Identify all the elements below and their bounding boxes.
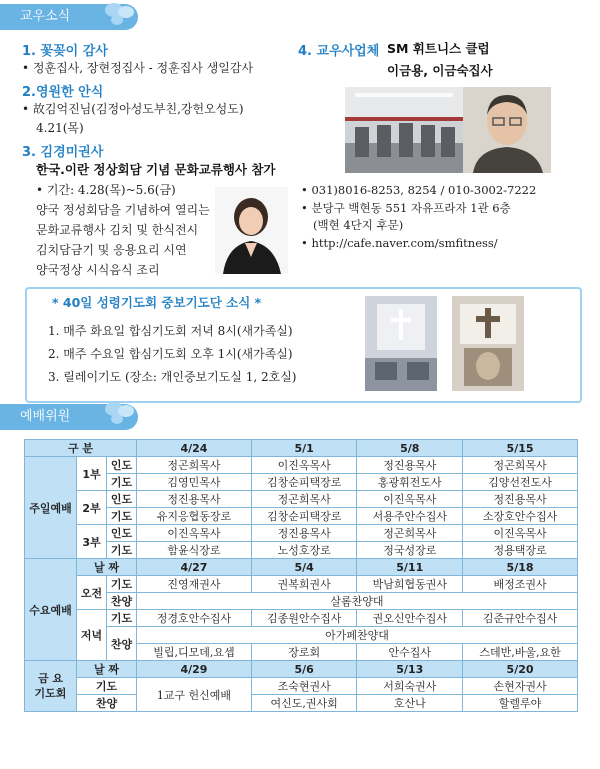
table-row — [25, 593, 578, 610]
table-cell: 김영민목사 — [137, 474, 252, 491]
table-cell: 5/11 — [357, 559, 463, 576]
table-cell: 안수집사 — [357, 644, 463, 661]
table-cell: 정진용목사 — [251, 525, 357, 542]
worship-schedule-table — [24, 439, 578, 712]
table-cell: 정곤희목사 — [357, 525, 463, 542]
table-cell: 빌립,디모데,요셉 — [137, 644, 252, 661]
role-choir: 찬양 — [107, 593, 137, 610]
table-cell: 이진옥목사 — [251, 457, 357, 474]
section-flower-title: 1. 꽃꽂이 감사 — [22, 44, 108, 59]
section-rest-title: 2.영원한 안식 — [22, 85, 104, 100]
table-row — [25, 525, 578, 542]
table-cell: 권복희권사 — [251, 576, 357, 593]
prayer-item-1: 1. 매주 화요일 합심기도회 저녁 8시(새가족실) — [48, 324, 293, 338]
header-date: 5/8 — [357, 440, 463, 457]
table-cell: 정경호안수집사 — [137, 610, 252, 627]
table-row — [25, 508, 578, 525]
date-label: 날 짜 — [77, 559, 137, 576]
table-row — [25, 678, 578, 695]
role-lead: 인도 — [107, 525, 137, 542]
prayer-title: * 40일 성령기도회 중보기도단 소식 * — [52, 295, 262, 310]
table-cell: 권오신안수집사 — [357, 610, 463, 627]
header-date: 4/24 — [137, 440, 252, 457]
role-lead: 인도 — [107, 457, 137, 474]
table-cell: 이진옥목사 — [357, 491, 463, 508]
table-cell: 호산나 — [357, 695, 463, 712]
table-cell: 5/4 — [251, 559, 357, 576]
service-2-label: 2부 — [77, 491, 107, 525]
role-pray: 기도 — [107, 542, 137, 559]
header-date: 5/15 — [463, 440, 578, 457]
event-line-2: 양국 정성회담을 기념하여 열리는 — [36, 203, 210, 217]
table-row — [25, 695, 578, 712]
table-header-row — [25, 440, 578, 457]
table-cell: 김종원안수집사 — [251, 610, 357, 627]
friday-prayer-label: 금 요 기도회 — [25, 661, 77, 712]
role-pray: 기도 — [77, 678, 137, 695]
table-cell: 정곤희목사 — [463, 457, 578, 474]
table-row — [25, 559, 578, 576]
header-date: 5/1 — [251, 440, 357, 457]
table-cell: 5/18 — [463, 559, 578, 576]
sunday-service-label: 주일예배 — [25, 457, 77, 559]
role-pray: 기도 — [107, 576, 137, 593]
business-url[interactable]: • http://cafe.naver.com/smfitness/ — [301, 236, 498, 250]
rest-text: • 故김억진님(김정아성도부친,강헌오성도) — [22, 102, 244, 116]
evening-label: 저녁 — [77, 610, 107, 661]
table-cell: 배정조권사 — [463, 576, 578, 593]
table-row — [25, 542, 578, 559]
table-cell: 정진용목사 — [137, 491, 252, 508]
table-cell: 정용택장로 — [463, 542, 578, 559]
event-line-5: 양국정상 시식음식 조리 — [36, 263, 160, 277]
role-pray: 기도 — [107, 508, 137, 525]
banner-title: 교우소식 — [20, 9, 71, 24]
header-category: 구 분 — [25, 440, 137, 457]
table-cell: 함윤식장로 — [137, 542, 252, 559]
role-choir: 찬양 — [107, 627, 137, 661]
table-cell: 서용주안수집사 — [357, 508, 463, 525]
table-cell: 정곤희목사 — [137, 457, 252, 474]
table-cell: 5/6 — [251, 661, 357, 678]
table-cell: 장로회 — [251, 644, 357, 661]
table-row — [25, 576, 578, 593]
table-cell: 이진옥목사 — [137, 525, 252, 542]
role-choir: 찬양 — [77, 695, 137, 712]
company-owners: 이금용, 이금숙집사 — [387, 63, 493, 78]
company-name: SM 휘트니스 클럽 — [387, 41, 490, 56]
event-line-3: 문화교류행사 김치 및 한식전시 — [36, 223, 199, 237]
section-business-title: 4. 교우사업체 — [298, 44, 380, 59]
flower-thanks-text: • 정훈집사, 장현정집사 - 정훈집사 생일감사 — [22, 61, 254, 75]
table-cell: 스데반,바울,요한 — [463, 644, 578, 661]
table-cell: 정국성장로 — [357, 542, 463, 559]
table-row — [25, 491, 578, 508]
rest-date: 4.21(목) — [36, 121, 84, 135]
event-headline: 한국.이란 정상회담 기념 문화교류행사 참가 — [36, 162, 276, 177]
table-row — [25, 627, 578, 644]
table-row — [25, 610, 578, 627]
owner-photo — [463, 87, 551, 173]
table-cell: 진영재권사 — [137, 576, 252, 593]
butterfly-icon — [100, 399, 140, 427]
table-cell: 정진용목사 — [463, 491, 578, 508]
table-row — [25, 457, 578, 474]
business-phone: • 031)8016-8253, 8254 / 010-3002-7222 — [301, 183, 537, 197]
banner-title: 예배위원 — [20, 409, 71, 424]
prayer-item-3: 3. 릴레이기도 (장소: 개인중보기도실 1, 2호실) — [48, 370, 297, 384]
table-cell: 4/27 — [137, 559, 252, 576]
table-cell: 소장호안수집사 — [463, 508, 578, 525]
role-pray: 기도 — [107, 610, 137, 627]
table-cell: 조숙현권사 — [251, 678, 357, 695]
table-cell: 김창순피택장로 — [251, 474, 357, 491]
butterfly-icon — [100, 0, 140, 28]
table-row — [25, 661, 578, 678]
table-row — [25, 474, 578, 491]
table-cell: 살롬찬양대 — [137, 593, 578, 610]
business-address: • 분당구 백현동 551 자유프라자 1관 6층 — [301, 201, 511, 215]
table-cell: 유지응협동장로 — [137, 508, 252, 525]
table-cell: 1교구 헌신예배 — [137, 678, 252, 712]
table-cell: 김양선전도사 — [463, 474, 578, 491]
role-lead: 인도 — [107, 491, 137, 508]
business-address-note: (백현 4단지 후문) — [313, 218, 404, 232]
table-cell: 노성호장로 — [251, 542, 357, 559]
table-cell: 김창순피택장로 — [251, 508, 357, 525]
table-cell: 정곤희목사 — [251, 491, 357, 508]
table-cell: 홍광휘전도사 — [357, 474, 463, 491]
table-cell: 김준규안수집사 — [463, 610, 578, 627]
prayer-item-2: 2. 매주 수요일 합심기도회 오후 1시(새가족실) — [48, 347, 293, 361]
table-cell: 박남희협동권사 — [357, 576, 463, 593]
chapel-photo-1 — [365, 296, 437, 391]
table-cell: 손현자권사 — [463, 678, 578, 695]
table-cell: 할렐루야 — [463, 695, 578, 712]
gym-photo — [345, 87, 463, 173]
member-photo — [215, 187, 288, 274]
table-cell: 여신도,권사회 — [251, 695, 357, 712]
service-3-label: 3부 — [77, 525, 107, 559]
date-label: 날 짜 — [77, 661, 137, 678]
section-member-title: 3. 김경미권사 — [22, 145, 104, 160]
table-cell: 이진옥목사 — [463, 525, 578, 542]
table-cell: 정진용목사 — [357, 457, 463, 474]
morning-label: 오전 — [77, 576, 107, 610]
table-cell: 아가페찬양대 — [137, 627, 578, 644]
table-cell: 5/20 — [463, 661, 578, 678]
event-line-4: 김치담금기 및 응용요리 시연 — [36, 243, 187, 257]
table-cell: 서희숙권사 — [357, 678, 463, 695]
role-pray: 기도 — [107, 474, 137, 491]
event-line-1: • 기간: 4.28(목)~5.6(금) — [36, 183, 176, 197]
wednesday-service-label: 수요예배 — [25, 559, 77, 661]
table-cell: 4/29 — [137, 661, 252, 678]
chapel-photo-2 — [452, 296, 524, 391]
table-cell: 5/13 — [357, 661, 463, 678]
service-1-label: 1부 — [77, 457, 107, 491]
